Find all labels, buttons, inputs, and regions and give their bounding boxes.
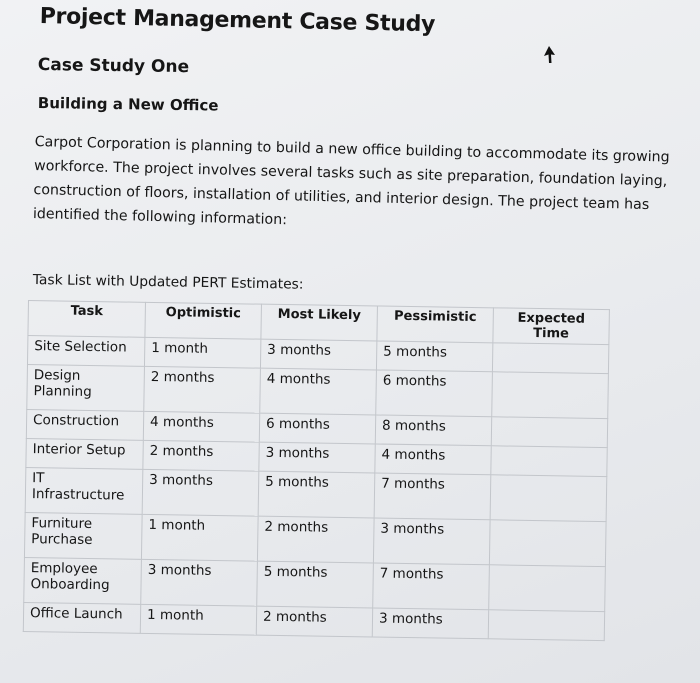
- expected-time-cell: [491, 417, 607, 448]
- task-cell: IT Infrastructure: [25, 467, 143, 514]
- pert-table-container: [23, 300, 610, 641]
- task-cell: Employee Onboarding: [24, 557, 142, 604]
- expected-time-cell: [490, 475, 607, 522]
- pessimistic-cell: 5 months: [376, 341, 492, 372]
- expected-time-cell: [492, 372, 609, 419]
- most-likely-cell: 5 months: [257, 561, 374, 608]
- pessimistic-cell: 7 months: [373, 563, 490, 610]
- header-task: Task: [28, 301, 146, 338]
- optimistic-cell: 4 months: [143, 411, 259, 442]
- optimistic-cell: 1 month: [141, 514, 258, 561]
- section-heading: Building a New Office: [37, 94, 219, 115]
- expected-time-cell: [488, 610, 604, 641]
- most-likely-cell: 3 months: [260, 339, 376, 370]
- case-study-subtitle: Case Study One: [37, 55, 190, 78]
- optimistic-cell: 3 months: [142, 469, 259, 516]
- intro-paragraph: Carpot Corporation is planning to build a new office building to accommodate its growing workforce. The project involves several tasks such as site preparation, foundation laying, construction of floors, installation of utilities, and interior design. The project team has identified the following information:: [32, 133, 670, 229]
- task-cell: Interior Setup: [26, 438, 143, 469]
- most-likely-cell: 5 months: [258, 471, 375, 518]
- task-cell: Furniture Purchase: [24, 512, 142, 559]
- header-most-likely: Most Likely: [261, 304, 378, 341]
- pessimistic-cell: 4 months: [375, 444, 491, 475]
- mouse-pointer-icon: [543, 46, 557, 64]
- most-likely-cell: 6 months: [259, 413, 375, 444]
- most-likely-cell: 2 months: [257, 516, 374, 563]
- pessimistic-cell: 3 months: [373, 518, 490, 565]
- pert-estimates-table: [23, 300, 610, 641]
- expected-time-cell: [491, 446, 607, 477]
- task-cell: Construction: [26, 409, 143, 440]
- pessimistic-cell: 7 months: [374, 473, 491, 520]
- header-pessimistic: Pessimistic: [377, 306, 494, 343]
- most-likely-cell: 3 months: [259, 442, 375, 473]
- header-optimistic: Optimistic: [145, 302, 262, 339]
- expected-time-cell: [489, 565, 606, 612]
- pessimistic-cell: 8 months: [375, 415, 491, 446]
- optimistic-cell: 3 months: [141, 559, 258, 606]
- pessimistic-cell: 6 months: [376, 370, 493, 417]
- most-likely-cell: 2 months: [256, 606, 372, 637]
- most-likely-cell: 4 months: [260, 368, 377, 415]
- table-caption: Task List with Updated PERT Estimates:: [32, 272, 304, 293]
- expected-time-cell: [492, 343, 608, 374]
- task-cell: Site Selection: [27, 336, 144, 367]
- pessimistic-cell: 3 months: [372, 608, 488, 639]
- optimistic-cell: 1 month: [144, 337, 260, 368]
- page-title: Project Management Case Study: [39, 4, 436, 38]
- task-cell: Office Launch: [23, 602, 140, 633]
- optimistic-cell: 2 months: [144, 366, 261, 413]
- header-expected-time: Expected Time: [493, 308, 610, 345]
- optimistic-cell: 2 months: [143, 440, 259, 471]
- optimistic-cell: 1 month: [140, 604, 256, 635]
- task-cell: Design Planning: [27, 364, 145, 411]
- expected-time-cell: [489, 520, 606, 567]
